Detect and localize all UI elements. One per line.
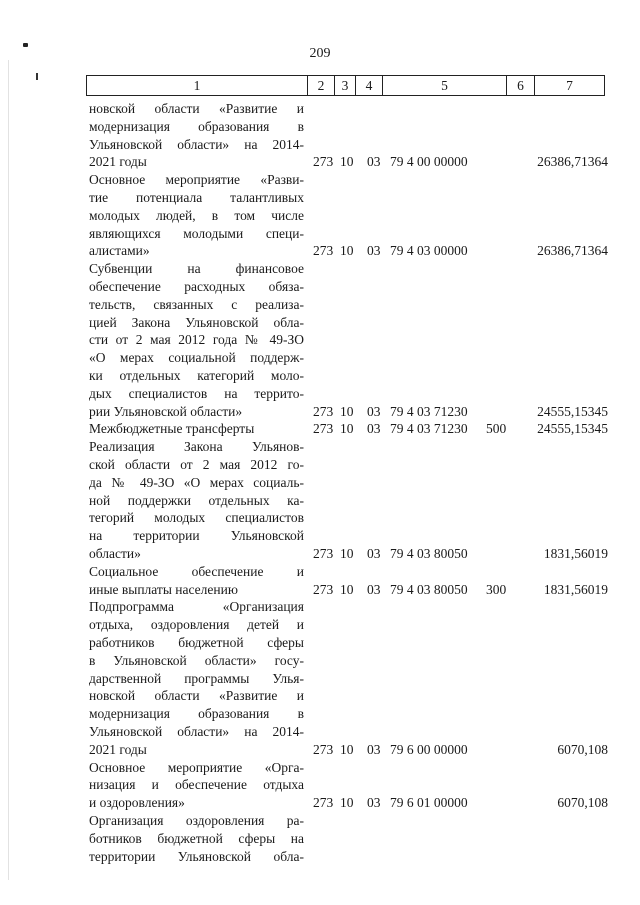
line-description: Социальное обеспечение и [89, 563, 304, 579]
table-line [0, 385, 640, 403]
amount-cell: 26386,71364 [537, 154, 608, 170]
code-pr-cell: 03 [367, 581, 381, 597]
table-line [0, 581, 640, 599]
code-rz-cell: 10 [340, 403, 354, 419]
code-gr-cell: 273 [313, 403, 334, 419]
table-line [0, 242, 640, 260]
table-line [0, 848, 640, 866]
table-line [0, 207, 640, 225]
table-line [0, 438, 640, 456]
line-description: Организация оздоровления ра- [89, 813, 304, 828]
line-description: и оздоровления» [89, 795, 185, 811]
code-gr-cell: 273 [313, 546, 334, 561]
line-description: модернизация образования в [89, 118, 304, 134]
table-line [0, 367, 640, 385]
table-line [0, 830, 640, 848]
line-description: новской области «Развитие и [89, 101, 304, 116]
amount-cell: 24555,15345 [537, 403, 608, 419]
line-description: области» [89, 546, 141, 561]
column-header-row [87, 76, 605, 96]
code-rz-cell: 10 [340, 154, 354, 170]
table-line [0, 492, 640, 510]
line-description: обеспечение расходных обяза- [89, 279, 304, 294]
table-line [0, 136, 640, 154]
line-description: дых специалистов на террито- [89, 385, 304, 401]
code-gr-cell: 273 [313, 581, 334, 597]
column-header-7: 7 [535, 76, 605, 96]
code-gr-cell: 273 [313, 421, 334, 437]
table-line [0, 687, 640, 705]
code-csr-cell: 79 4 03 71230 [390, 403, 468, 419]
line-description: сти от 2 мая 2012 года № 49-ЗО [89, 332, 304, 348]
table-line [0, 545, 640, 563]
table-line [0, 812, 640, 830]
line-description: рии Ульяновской области» [89, 403, 243, 419]
column-header-3: 3 [335, 76, 356, 96]
code-csr-cell: 79 6 01 00000 [390, 795, 468, 811]
table-line [0, 741, 640, 759]
code-rz-cell: 10 [340, 795, 354, 811]
line-description: молодых людей, в том числе [89, 207, 304, 223]
code-pr-cell: 03 [367, 421, 381, 437]
table-line [0, 652, 640, 670]
table-line [0, 759, 640, 777]
amount-cell: 24555,15345 [537, 421, 608, 437]
line-description: 2021 годы [89, 154, 147, 170]
code-csr-cell: 79 4 03 71230 [390, 421, 468, 437]
code-csr-cell: 79 4 03 80050 [390, 546, 468, 561]
line-description: ской области от 2 мая 2012 го- [89, 457, 304, 472]
line-description: Межбюджетные трансферты [89, 421, 255, 437]
line-description: Основное мероприятие «Орга- [89, 759, 304, 775]
line-description: территории Ульяновской обла- [89, 848, 304, 864]
line-description: тельств, связанных с реализа- [89, 296, 304, 312]
line-description: отдыха, оздоровления детей и [89, 617, 304, 633]
code-rz-cell: 10 [340, 581, 354, 597]
table-line [0, 153, 640, 171]
code-vr-cell: 500 [486, 421, 507, 437]
line-description: дарственной программы Улья- [89, 670, 304, 686]
table-line [0, 189, 640, 207]
code-pr-cell: 03 [367, 546, 381, 561]
amount-cell: 26386,71364 [537, 243, 608, 259]
code-gr-cell: 273 [313, 243, 334, 259]
line-description: Ульяновской области» на 2014- [89, 724, 304, 739]
code-gr-cell: 273 [313, 795, 334, 811]
table-line [0, 278, 640, 296]
line-description: являющихся молодыми специ- [89, 225, 304, 241]
table-line [0, 598, 640, 616]
code-gr-cell: 273 [313, 741, 334, 757]
line-description: Субвенции на финансовое [89, 261, 304, 277]
table-line [0, 420, 640, 438]
code-csr-cell: 79 6 00 00000 [390, 741, 468, 757]
table-line [0, 314, 640, 332]
line-description: Основное мероприятие «Разви- [89, 172, 304, 188]
line-description: ной поддержки отдельных ка- [89, 492, 304, 508]
code-pr-cell: 03 [367, 243, 381, 259]
table-line [0, 527, 640, 545]
table-line [0, 349, 640, 367]
line-description: работников бюджетной сферы [89, 635, 304, 650]
line-description: модернизация образования в [89, 706, 304, 722]
line-description: тие потенциала талантливых [89, 190, 304, 205]
amount-cell: 6070,108 [557, 741, 608, 757]
table-line [0, 403, 640, 421]
line-description: тегорий молодых специалистов [89, 510, 304, 526]
code-pr-cell: 03 [367, 741, 381, 757]
table-line [0, 670, 640, 688]
code-csr-cell: 79 4 00 00000 [390, 154, 468, 170]
table-line [0, 705, 640, 723]
column-header-table [86, 75, 605, 96]
code-rz-cell: 10 [340, 741, 354, 757]
table-line [0, 456, 640, 474]
table-line [0, 100, 640, 118]
table-line [0, 118, 640, 136]
code-vr-cell: 300 [486, 581, 507, 597]
line-description: в Ульяновской области» госу- [89, 652, 304, 668]
line-description: «О мерах социальной поддерж- [89, 350, 304, 366]
column-header-2: 2 [308, 76, 335, 96]
line-description: Подпрограмма «Организация [89, 599, 304, 615]
line-description: иные выплаты населению [89, 581, 238, 597]
code-rz-cell: 10 [340, 421, 354, 437]
line-description: цией Закона Ульяновской обла- [89, 314, 304, 330]
amount-cell: 1831,56019 [543, 581, 608, 597]
table-line [0, 723, 640, 741]
amount-cell: 1831,56019 [543, 546, 608, 561]
table-line [0, 634, 640, 652]
table-line [0, 794, 640, 812]
line-description: Ульяновской области» на 2014- [89, 136, 304, 152]
line-description: алистами» [89, 243, 150, 259]
column-header-6: 6 [507, 76, 535, 96]
code-gr-cell: 273 [313, 154, 334, 170]
column-header-4: 4 [356, 76, 383, 96]
table-line [0, 225, 640, 243]
table-line [0, 776, 640, 794]
line-description: Реализация Закона Ульянов- [89, 439, 304, 455]
page-number: 209 [309, 46, 331, 61]
table-line [0, 563, 640, 581]
line-description: ботников бюджетной сферы на [89, 830, 304, 846]
code-pr-cell: 03 [367, 154, 381, 170]
column-header-5: 5 [383, 76, 507, 96]
code-rz-cell: 10 [340, 243, 354, 259]
amount-cell: 6070,108 [557, 795, 608, 811]
table-line [0, 260, 640, 278]
line-description: низация и обеспечение отдыха [89, 777, 304, 793]
table-line [0, 616, 640, 634]
code-csr-cell: 79 4 03 00000 [390, 243, 468, 259]
scan-mark [36, 73, 38, 80]
line-description: 2021 годы [89, 741, 147, 757]
table-line [0, 474, 640, 492]
table-line [0, 509, 640, 527]
line-description: ки отдельных категорий моло- [89, 368, 304, 383]
line-description: на территории Ульяновской [89, 528, 304, 544]
code-pr-cell: 03 [367, 795, 381, 811]
code-pr-cell: 03 [367, 403, 381, 419]
code-rz-cell: 10 [340, 546, 354, 561]
table-line [0, 171, 640, 189]
table-line [0, 296, 640, 314]
line-description: да № 49-ЗО «О мерах социаль- [89, 474, 304, 490]
column-header-1: 1 [87, 76, 308, 96]
line-description: новской области «Развитие и [89, 688, 304, 704]
table-line [0, 331, 640, 349]
code-csr-cell: 79 4 03 80050 [390, 581, 468, 597]
